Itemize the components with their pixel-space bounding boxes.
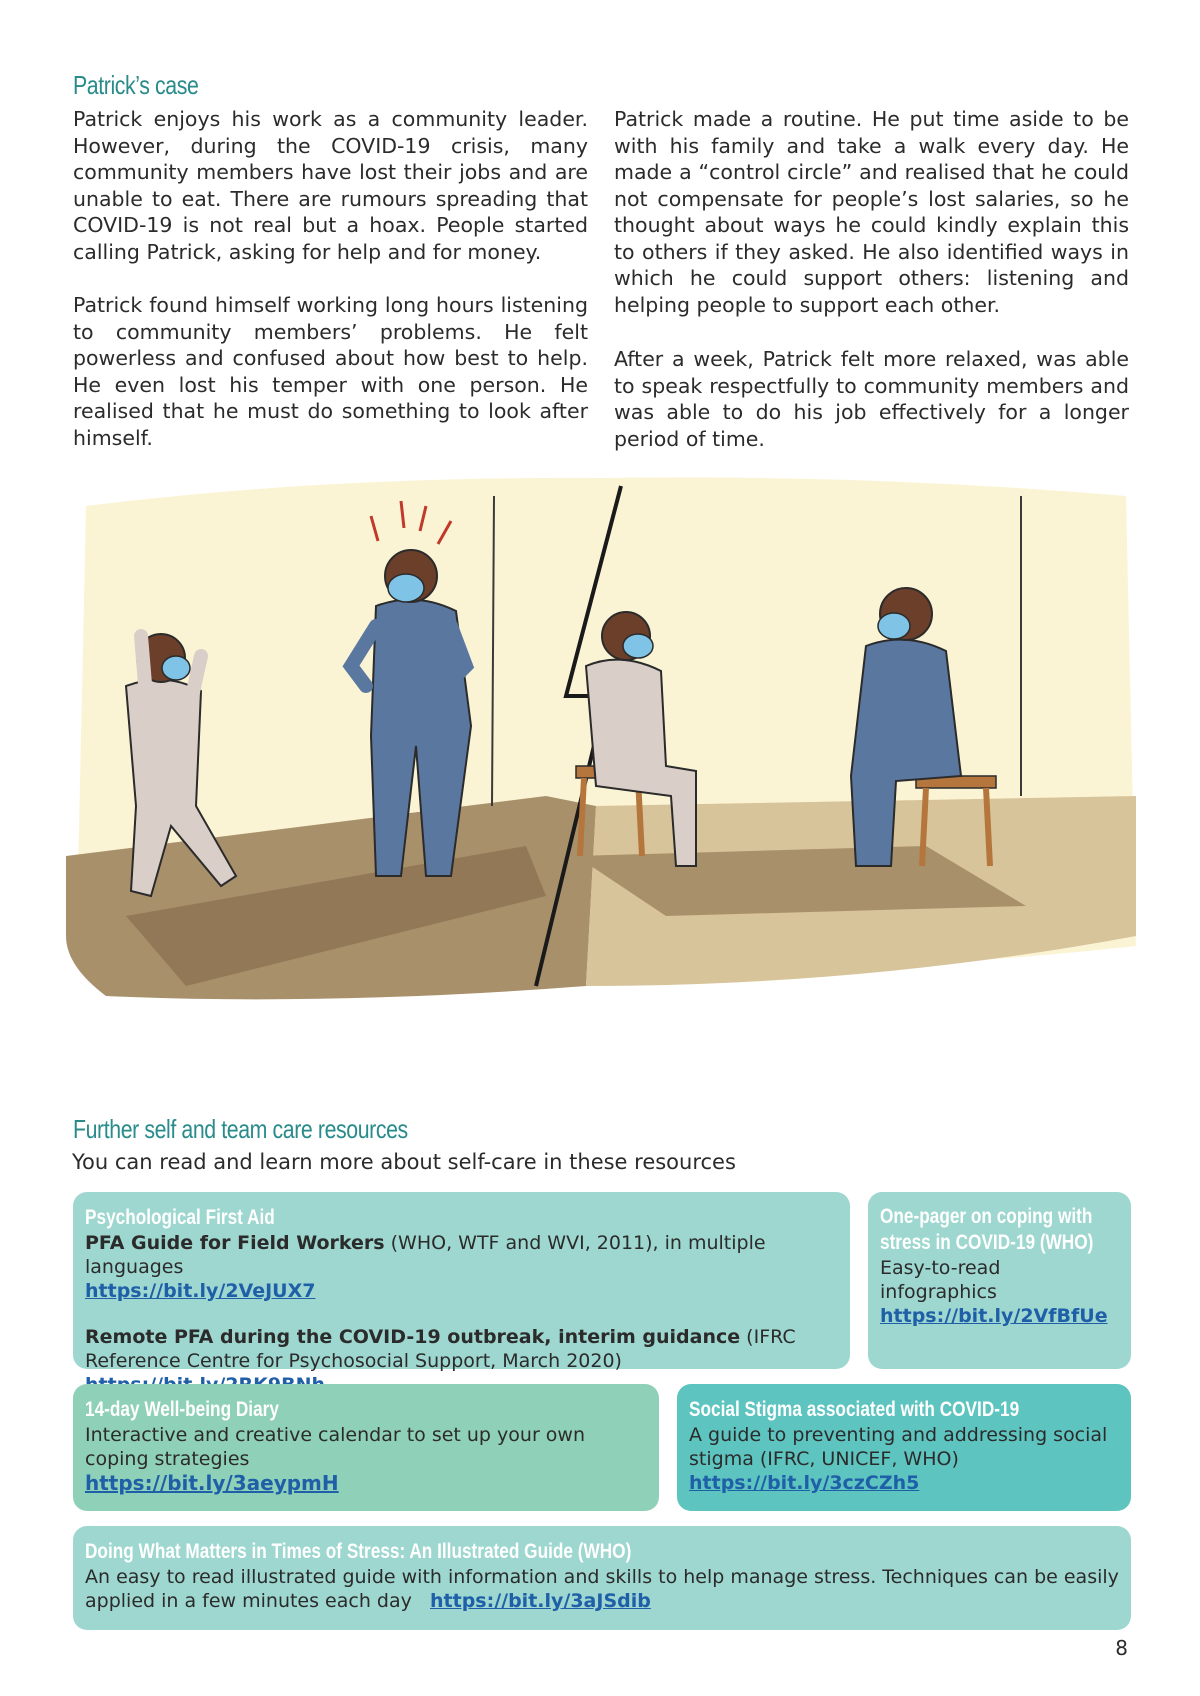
pfa-item1	[85, 1231, 838, 1303]
resources-intro: You can read and learn more about self-care in these resources	[72, 1150, 736, 1174]
dwm-link[interactable]: https://bit.ly/3aJSdib	[430, 1590, 651, 1612]
case-title: Patrick’s case	[73, 70, 199, 100]
pfa-item1-link[interactable]: https://bit.ly/2VeJUX7	[85, 1280, 316, 1302]
resource-box-one-pager	[868, 1192, 1131, 1369]
illustration	[66, 466, 1142, 1006]
resource-box-stigma	[677, 1384, 1131, 1511]
one-pager-title-line2: stress in COVID-19 (WHO)	[880, 1231, 1094, 1254]
pfa-item1-title: PFA Guide for Field Workers	[85, 1232, 385, 1254]
diary-title: 14-day Well-being Diary	[85, 1398, 279, 1421]
pfa-item2-title: Remote PFA during the COVID-19 outbreak, interim guidance	[85, 1326, 741, 1348]
diary-text: Interactive and creative calendar to set up your own coping strategies	[85, 1424, 586, 1470]
one-pager-link[interactable]: https://bit.ly/2VfBfUe	[880, 1305, 1108, 1327]
page-number: 8	[1115, 1636, 1128, 1660]
stigma-title: Social Stigma associated with COVID-19	[689, 1398, 1020, 1421]
case-right-paragraph-1: Patrick made a routine. He put time aside to be with his family and take a walk every day. He made a “control circle” and realised that he could not compensate for people’s lost salaries, so he thought about ways he could kindly explain this to others if they asked. He also identified ways in which he could support others: listening and helping people to support each other.	[614, 107, 1129, 317]
resource-box-pfa	[73, 1192, 850, 1372]
case-right-paragraph-2: After a week, Patrick felt more relaxed, was able to speak respectfully to community members and was able to do his job effectively for a longer period of time.	[614, 347, 1129, 451]
case-left-paragraph-2: Patrick found himself working long hours listening to community members’ problems. He felt powerless and confused about how best to help. He even lost his temper with one person. He realised that he must do something to look after himself.	[73, 293, 588, 450]
stigma-text: A guide to preventing and addressing social stigma (IFRC, UNICEF, WHO)	[689, 1424, 1108, 1470]
pfa-title: Psychological First Aid	[85, 1206, 275, 1229]
one-pager-title-line1: One-pager on coping with	[880, 1205, 1093, 1228]
pfa-item2-detail: (IFRC Reference Centre for Psychosocial Support, March 2020)	[85, 1326, 796, 1372]
diary-link[interactable]: https://bit.ly/3aeypmH	[85, 1471, 339, 1495]
dwm-title: Doing What Matters in Times of Stress: An Illustrated Guide (WHO)	[85, 1540, 632, 1563]
dwm-description: An easy to read illustrated guide with information and skills to help manage stress. Techniques can be easily applied in a few minutes each day	[85, 1566, 1119, 1612]
case-left-paragraph-1: Patrick enjoys his work as a community leader. However, during the COVID-19 crisis, many community members have lost their jobs and are unable to eat. There are rumours spreading that COVID-19 is not real but a hoax. People started calling Patrick, asking for help and for money.	[73, 107, 588, 264]
pfa-item1-detail: (WHO, WTF and WVI, 2011), in multiple languages	[85, 1232, 766, 1278]
resource-box-doing-what-matters	[73, 1526, 1131, 1630]
resources-title: Further self and team care resources	[73, 1114, 408, 1144]
dwm-text	[85, 1565, 1119, 1613]
resource-box-diary	[73, 1384, 659, 1511]
one-pager-text: Easy-to-read infographics	[880, 1257, 1001, 1303]
stigma-link[interactable]: https://bit.ly/3czCZh5	[689, 1472, 920, 1494]
